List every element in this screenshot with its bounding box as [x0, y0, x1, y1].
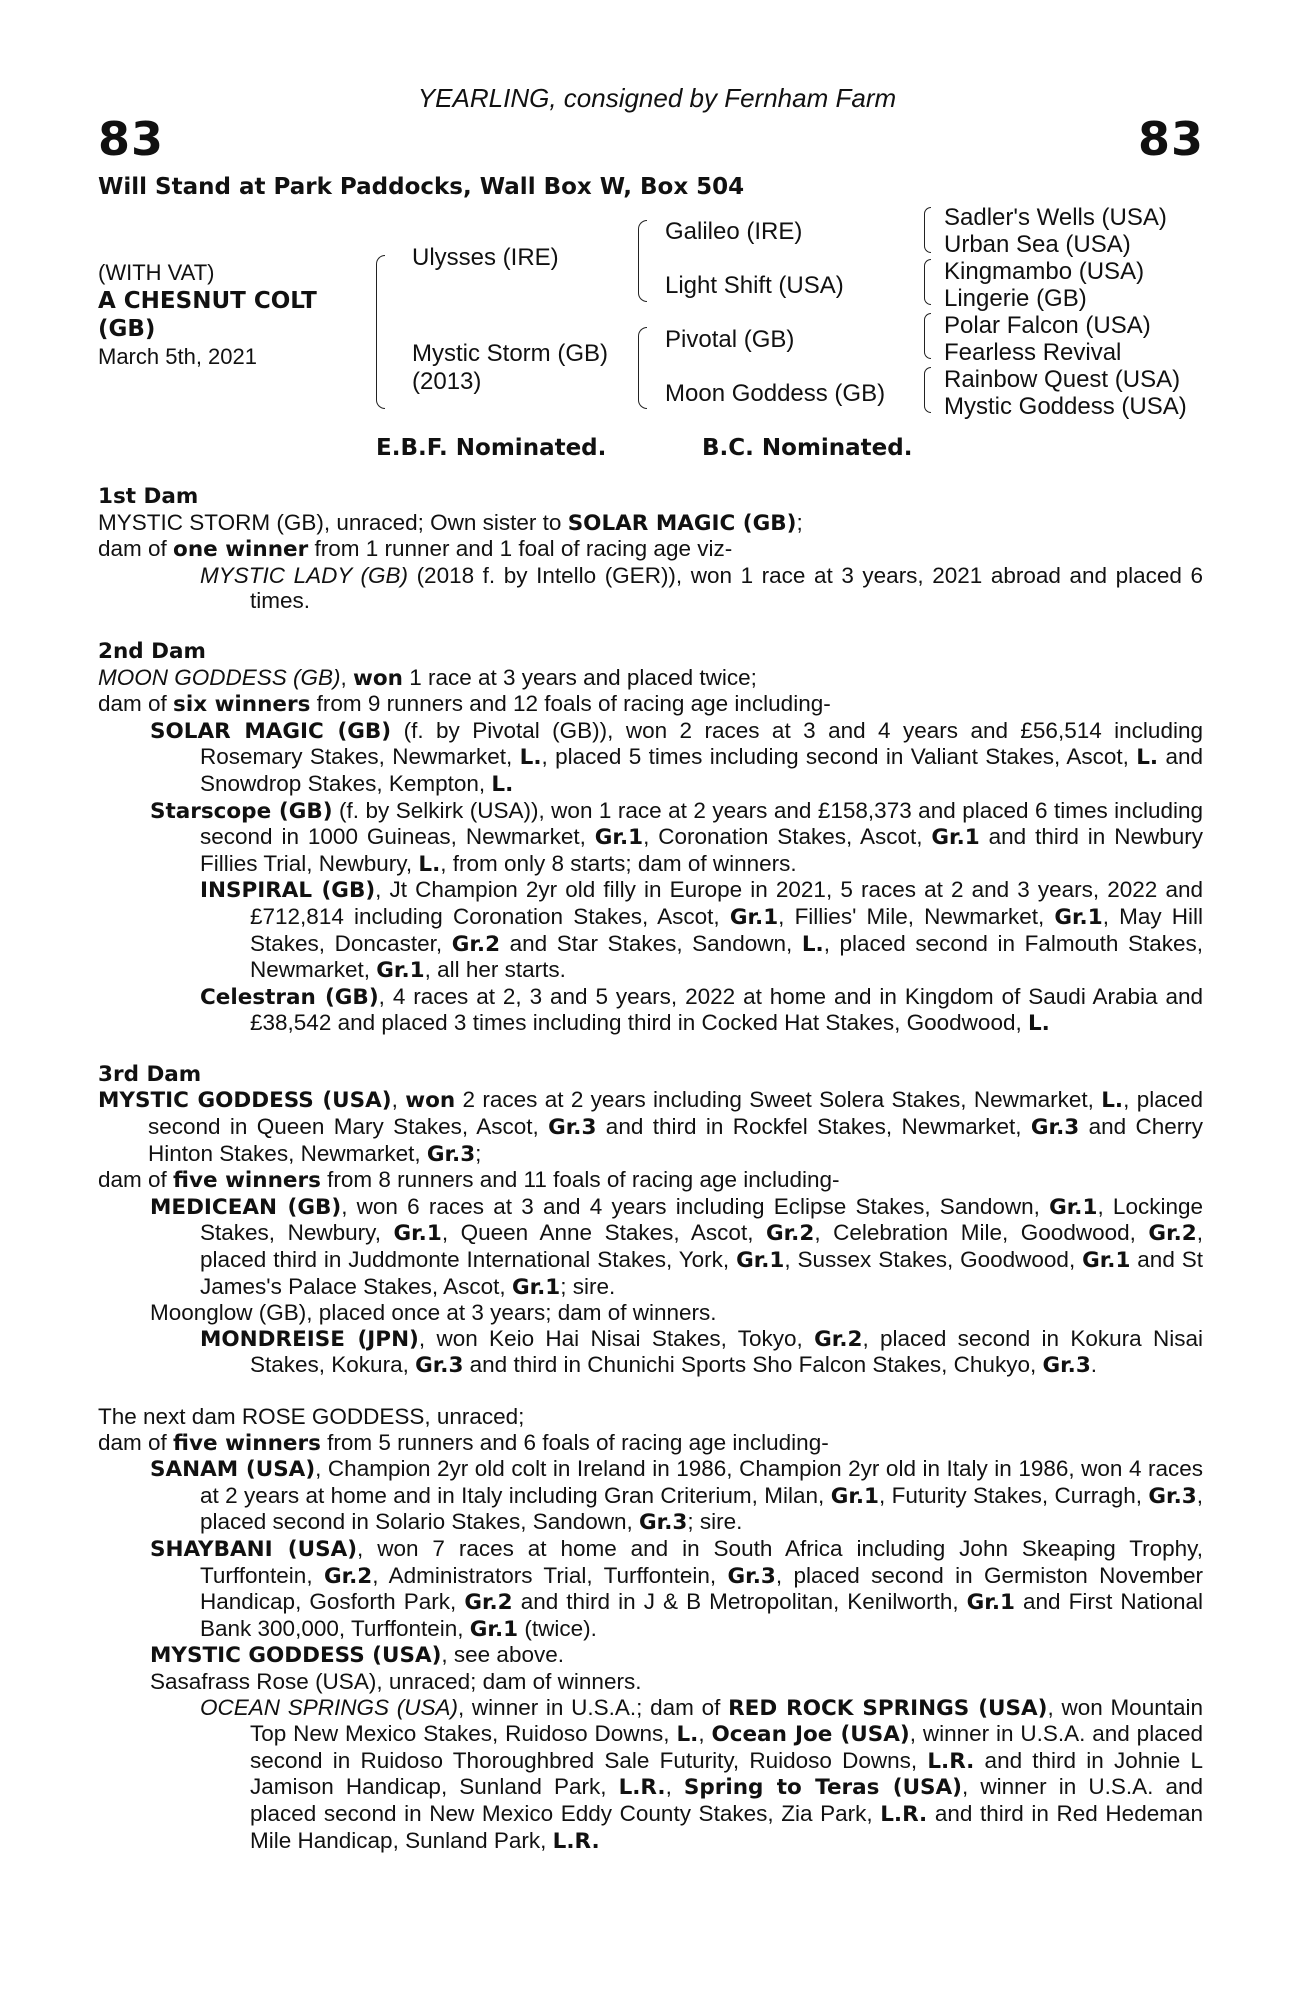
progeny-sasafrass-rose: Sasafrass Rose (USA), unraced; dam of winners. — [150, 1668, 642, 1694]
progeny-ocean-springs: OCEAN SPRINGS (USA), winner in U.S.A.; dam of RED ROCK SPRINGS (USA), won Mountain Top New Mexico Stakes, Ruidoso Downs, L., Ocean Joe (USA), winner in U.S.A. and placed second in Ruidoso Thoroughbred Sale Futurity, Ruidoso Downs, L.R. and third in Johnie L Jamison Handicap, Sunland Park, L.R., Spring to Teras (USA), winner in U.S.A. and placed second in New Mexico Eddy County Stakes, Zia Park, L.R. and third in Red Hedeman Mile Handicap, Sunland Park, L.R. — [200, 1694, 1203, 1854]
lot-name-line1: A CHESNUT COLT — [98, 288, 317, 314]
foaling-date: March 5th, 2021 — [98, 344, 257, 369]
pedigree-sire: Ulysses (IRE) — [412, 244, 559, 271]
progeny-mondreise: MONDREISE (JPN), won Keio Hai Nisai Stakes, Tokyo, Gr.2, placed second in Kokura Nisai Stakes, Kokura, Gr.3 and third in Chunichi Sports Sho Falcon Stakes, Chukyo, Gr.3. — [200, 1325, 1203, 1379]
first-dam-heading: 1st Dam — [98, 484, 199, 509]
pedigree-dds: Rainbow Quest (USA) — [944, 366, 1181, 393]
bc-nomination: B.C. Nominated. — [702, 435, 913, 461]
pedigree-dam-sire: Pivotal (GB) — [665, 326, 795, 353]
pedigree-brace-sd — [924, 259, 931, 305]
third-dam-line2: dam of five winners from 8 runners and 11 foals of racing age including- — [98, 1167, 840, 1194]
pedigree-dss: Polar Falcon (USA) — [944, 312, 1151, 339]
progeny-moonglow: Moonglow (GB), placed once at 3 years; dam of winners. — [150, 1300, 717, 1326]
pedigree-sdd: Lingerie (GB) — [944, 285, 1087, 312]
second-dam-line1: MOON GODDESS (GB), won 1 race at 3 years and placed twice; — [98, 664, 757, 691]
progeny-mystic-goddess: MYSTIC GODDESS (USA), see above. — [150, 1642, 564, 1669]
third-dam-heading: 3rd Dam — [98, 1061, 202, 1087]
pedigree-sire-sire: Galileo (IRE) — [665, 218, 803, 245]
lot-number-right: 83 — [1137, 112, 1204, 166]
pedigree-dsd: Fearless Revival — [944, 339, 1122, 366]
lot-info — [98, 259, 317, 371]
pedigree-brace-dd — [924, 367, 931, 413]
lot-name-line2: (GB) — [98, 316, 156, 342]
progeny-celestran: Celestran (GB), 4 races at 2, 3 and 5 years, 2022 at home and in Kingdom of Saudi Arabia and £38,542 and placed 3 times including third in Cocked Hat Stakes, Goodwood, L. — [200, 983, 1203, 1037]
pedigree-brace-ss — [924, 207, 931, 253]
next-dam-line1: The next dam ROSE GODDESS, unraced; — [98, 1404, 525, 1429]
progeny-shaybani: SHAYBANI (USA), won 7 races at home and in South Africa including John Skeaping Trophy, Turffontein, Gr.2, Administrators Trial, Turffontein, Gr.3, placed second in Germiston November Handicap, Gosforth Park, Gr.2 and third in J & B Metropolitan, Kenilworth, Gr.1 and First National Bank 300,000, Turffontein, Gr.1 (twice). — [150, 1535, 1203, 1642]
progeny-sanam: SANAM (USA), Champion 2yr old colt in Ireland in 1986, Champion 2yr old in Italy in 1986, won 4 races at 2 years at home and in Italy including Gran Criterium, Milan, Gr.1, Futurity Stakes, Curragh, Gr.3, placed second in Solario Stakes, Sandown, Gr.3; sire. — [150, 1456, 1204, 1536]
second-dam-line2: dam of six winners from 9 runners and 12 foals of racing age including- — [98, 691, 831, 718]
pedigree-dam-line2: (2013) — [412, 368, 482, 395]
next-dam-line2: dam of five winners from 5 runners and 6 foals of racing age including- — [98, 1429, 829, 1456]
vat-note: (WITH VAT) — [98, 260, 215, 285]
progeny-medicean: MEDICEAN (GB), won 6 races at 3 and 4 years including Eclipse Stakes, Sandown, Gr.1, Lockinge Stakes, Newbury, Gr.1, Queen Anne Stakes, Ascot, Gr.2, Celebration Mile, Goodwood, Gr.2, placed third in Juddmonte International Stakes, York, Gr.1, Sussex Stakes, Goodwood, Gr.1 and St James's Palace Stakes, Ascot, Gr.1; sire. — [150, 1193, 1203, 1300]
pedigree-dam-dam: Moon Goddess (GB) — [665, 380, 886, 407]
first-dam-line2: dam of one winner from 1 runner and 1 foal of racing age viz- — [98, 536, 733, 563]
stand-location: Will Stand at Park Paddocks, Wall Box W, Box 504 — [98, 174, 745, 200]
first-dam-progeny: MYSTIC LADY (GB) (2018 f. by Intello (GER)), won 1 race at 3 years, 2021 abroad and placed 6 times. — [200, 562, 1203, 614]
page-title: YEARLING, consigned by Fernham Farm — [417, 83, 897, 113]
first-dam-line1: MYSTIC STORM (GB), unraced; Own sister to SOLAR MAGIC (GB); — [98, 509, 803, 536]
progeny-starscope: Starscope (GB) (f. by Selkirk (USA)), won 1 race at 2 years and £158,373 and placed 6 times including second in 1000 Guineas, Newmarket, Gr.1, Coronation Stakes, Ascot, Gr.1 and third in Newbury Fillies Trial, Newbury, L., from only 8 starts; dam of winners. — [150, 797, 1203, 877]
second-dam-heading: 2nd Dam — [98, 638, 206, 664]
pedigree-brace-dam — [638, 327, 647, 409]
pedigree-dam-line1: Mystic Storm (GB) — [412, 340, 608, 367]
pedigree-sire-dam: Light Shift (USA) — [665, 272, 844, 299]
pedigree-ssd: Urban Sea (USA) — [944, 231, 1131, 258]
pedigree-sss: Sadler's Wells (USA) — [944, 204, 1167, 231]
third-dam-line1: MYSTIC GODDESS (USA), won 2 races at 2 years including Sweet Solera Stakes, Newmarket, L., placed second in Queen Mary Stakes, Ascot, Gr.3 and third in Rockfel Stakes, Newmarket, Gr.3 and Cherry Hinton Stakes, Newmarket, Gr.3; — [98, 1087, 1204, 1167]
lot-number-left: 83 — [98, 112, 165, 166]
pedigree-sds: Kingmambo (USA) — [944, 258, 1145, 285]
pedigree-brace-sire — [638, 220, 647, 302]
pedigree-brace-ds — [924, 313, 931, 359]
progeny-solar-magic: SOLAR MAGIC (GB) (f. by Pivotal (GB)), won 2 races at 3 and 4 years and £56,514 including Rosemary Stakes, Newmarket, L., placed 5 times including second in Valiant Stakes, Ascot, L. and Snowdrop Stakes, Kempton, L. — [150, 717, 1203, 797]
ebf-nomination: E.B.F. Nominated. — [376, 435, 607, 461]
catalogue-body — [98, 484, 1203, 1854]
pedigree-ddd: Mystic Goddess (USA) — [944, 393, 1187, 420]
pedigree-brace-main — [376, 255, 385, 409]
progeny-inspiral: INSPIRAL (GB), Jt Champion 2yr old filly in Europe in 2021, 5 races at 2 and 3 years, 2022 and £712,814 including Coronation Stakes, Ascot, Gr.1, Fillies' Mile, Newmarket, Gr.1, May Hill Stakes, Doncaster, Gr.2 and Star Stakes, Sandown, L., placed second in Falmouth Stakes, Newmarket, Gr.1, all her starts. — [200, 877, 1204, 984]
